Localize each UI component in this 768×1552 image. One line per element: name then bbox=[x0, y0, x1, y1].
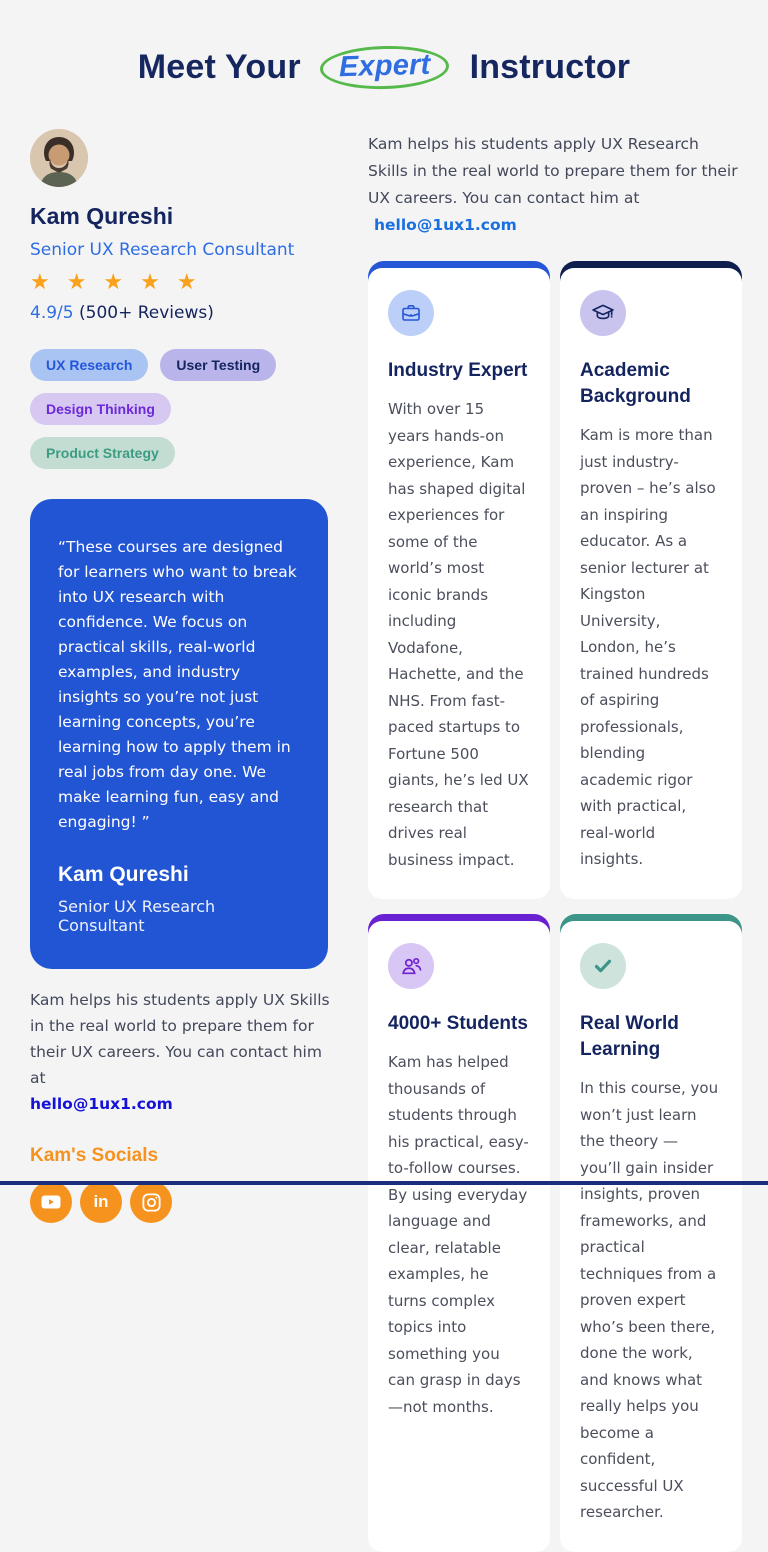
card-text: In this course, you won’t just learn the theory — you’ll gain insider insights, proven frameworks, and practical techniques from a proven expert who’s been there, done the work, and knows what really helps you become a confident, successful UX researcher. bbox=[580, 1079, 719, 1521]
briefcase-icon bbox=[388, 290, 434, 336]
card-industry-expert bbox=[368, 261, 550, 899]
card-title: 4000+ Students bbox=[388, 1013, 528, 1034]
card-body-real-world-learning bbox=[560, 921, 742, 1552]
instructor-name: Kam Qureshi bbox=[30, 203, 174, 229]
left-contact-paragraph bbox=[30, 987, 330, 1117]
card-text: Kam is more than just industry-proven – he’s also an inspiring educator. As a senior lecturer at Kingston University, London, he’s trained hundreds of aspiring professionals, blending academic rigor with practical, real-world insights. bbox=[580, 426, 716, 868]
card-students bbox=[368, 914, 550, 1552]
page-title-suffix: Instructor bbox=[469, 48, 631, 86]
card-text: With over 15 years hands-on experience, Kam has shaped digital experiences for some of the world’s most iconic brands including Vodafone, Hachette, and the NHS. From fast-paced startups to Fortune 500 giants, he’s led UX research that drives real business impact. bbox=[388, 400, 529, 869]
instagram-icon bbox=[140, 1191, 163, 1214]
tag-ux-research: UX Research bbox=[30, 349, 148, 381]
card-body-industry-expert bbox=[368, 268, 550, 899]
rating-reviews: (500+ Reviews) bbox=[79, 303, 214, 323]
intro-text: Kam helps his students apply UX Research Skills in the real world to prepare them for their UX careers. You can contact him at bbox=[368, 135, 738, 207]
card-body-students bbox=[368, 921, 550, 1552]
instructor-profile-column bbox=[30, 129, 330, 1552]
star-rating-icons: ★ ★ ★ ★ ★ bbox=[30, 270, 202, 295]
graduation-cap-icon bbox=[580, 290, 626, 336]
youtube-icon bbox=[39, 1190, 63, 1214]
bottom-accent-bar bbox=[0, 1181, 768, 1185]
instagram-button[interactable] bbox=[130, 1181, 172, 1223]
page-title-prefix: Meet Your bbox=[137, 48, 301, 86]
card-text: Kam has helped thousands of students through his practical, easy-to-follow courses. By using everyday language and clear, relatable examples, he turns complex topics into something you can grasp in days—not months. bbox=[388, 1053, 529, 1416]
quote-text: “These courses are designed for learners who want to break into UX research with confidence. We focus on practical skills, real-world examples, and industry insights so you’re not just learning concepts, you’re learning how to apply them in real jobs from day one. We make learning fun, easy and engaging! ” bbox=[58, 538, 297, 831]
main-content bbox=[0, 89, 768, 1552]
email-link-right[interactable]: hello@1ux1.com bbox=[374, 216, 517, 234]
tag-design-thinking: Design Thinking bbox=[30, 393, 171, 425]
email-link[interactable]: hello@1ux1.com bbox=[30, 1095, 173, 1113]
youtube-button[interactable] bbox=[30, 1181, 72, 1223]
details-column bbox=[368, 129, 742, 1552]
rating-score: 4.9/5 bbox=[30, 303, 74, 323]
card-academic-background bbox=[560, 261, 742, 899]
instructor-quote-card bbox=[30, 499, 328, 969]
card-body-academic-background bbox=[560, 268, 742, 899]
quote-author-name: Kam Qureshi bbox=[58, 863, 189, 886]
linkedin-button[interactable] bbox=[80, 1181, 122, 1223]
rating-line bbox=[30, 303, 330, 323]
page-title bbox=[0, 0, 768, 89]
left-contact-text: Kam helps his students apply UX Skills in the real world to prepare them for their UX careers. You can contact him at bbox=[30, 991, 330, 1087]
expert-highlight: Expert bbox=[320, 44, 451, 90]
people-icon bbox=[388, 943, 434, 989]
feature-cards-grid bbox=[368, 261, 742, 1552]
tag-product-strategy: Product Strategy bbox=[30, 437, 175, 469]
card-title: Real World Learning bbox=[580, 1013, 679, 1060]
check-icon bbox=[580, 943, 626, 989]
avatar-photo-placeholder bbox=[30, 129, 88, 187]
instructor-role: Senior UX Research Consultant bbox=[30, 240, 295, 260]
avatar bbox=[30, 129, 88, 187]
social-buttons bbox=[30, 1181, 330, 1223]
linkedin-icon: in bbox=[93, 1192, 109, 1211]
tag-user-testing: User Testing bbox=[160, 349, 276, 381]
skill-tags bbox=[30, 349, 310, 469]
quote-author-role: Senior UX Research Consultant bbox=[58, 897, 216, 935]
card-real-world-learning bbox=[560, 914, 742, 1552]
socials-heading: Kam's Socials bbox=[30, 1145, 159, 1166]
card-title: Academic Background bbox=[580, 360, 691, 407]
card-title: Industry Expert bbox=[388, 360, 528, 381]
intro-paragraph bbox=[368, 131, 742, 239]
